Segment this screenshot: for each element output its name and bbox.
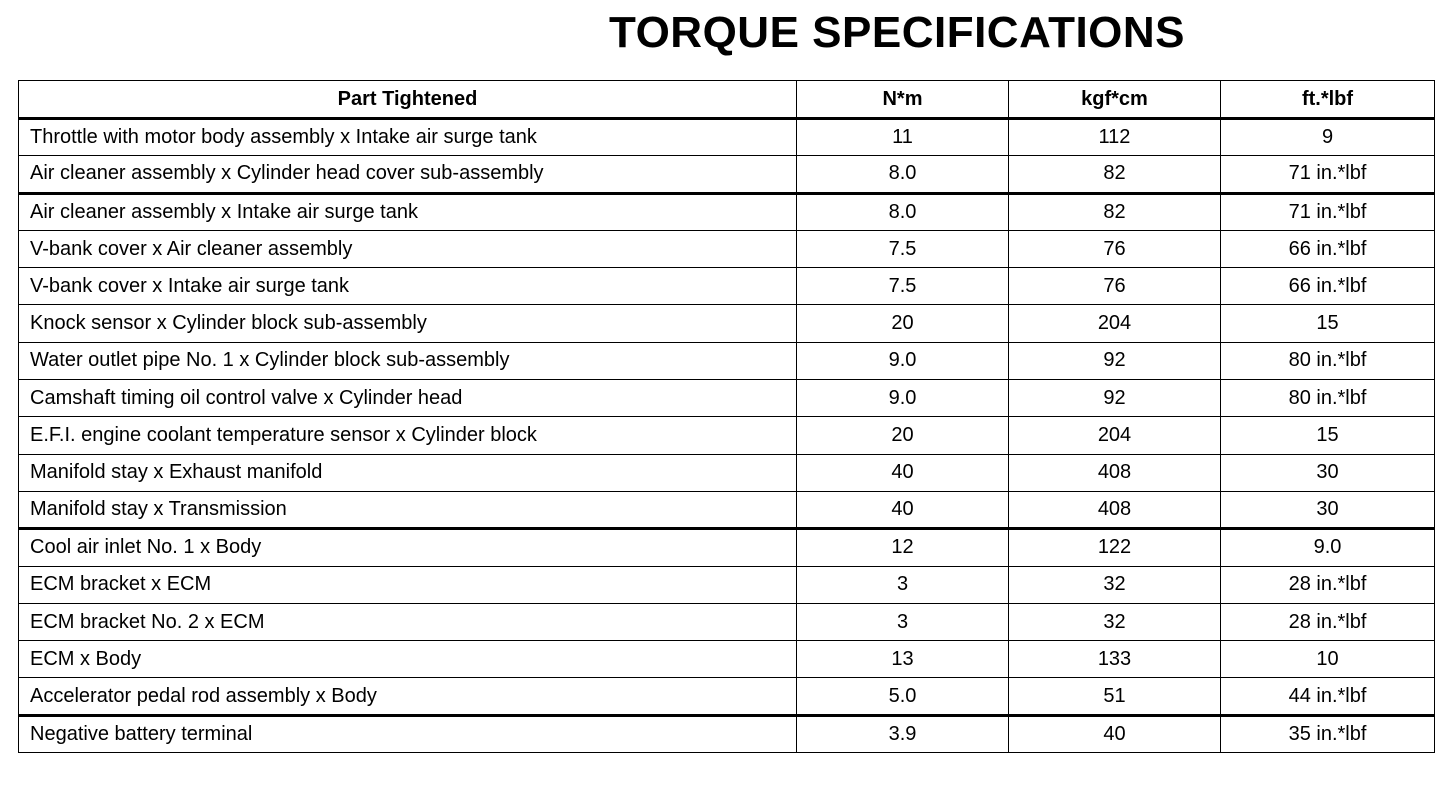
cell-kgf: 408 <box>1009 491 1221 528</box>
table-row <box>19 715 1435 752</box>
cell-kgf: 92 <box>1009 342 1221 379</box>
cell-part: Throttle with motor body assembly x Intake air surge tank <box>19 119 797 156</box>
table-row <box>19 305 1435 342</box>
cell-kgf: 32 <box>1009 603 1221 640</box>
page-title-text: TORQUE SPECIFICATIONS <box>609 8 1186 57</box>
cell-part: ECM bracket x ECM <box>19 566 797 603</box>
cell-nm: 9.0 <box>797 342 1009 379</box>
cell-ft: 9.0 <box>1221 529 1435 566</box>
header-ft-lbf: ft.*lbf <box>1221 81 1435 119</box>
cell-ft: 15 <box>1221 417 1435 454</box>
table-row <box>19 454 1435 491</box>
cell-part: Knock sensor x Cylinder block sub-assembly <box>19 305 797 342</box>
table-row <box>19 230 1435 267</box>
cell-kgf: 40 <box>1009 715 1221 752</box>
table-row <box>19 156 1435 193</box>
cell-nm: 8.0 <box>797 193 1009 230</box>
cell-ft: 15 <box>1221 305 1435 342</box>
cell-nm: 9.0 <box>797 380 1009 417</box>
table-row <box>19 119 1435 156</box>
cell-part: Camshaft timing oil control valve x Cylinder head <box>19 380 797 417</box>
cell-nm: 3 <box>797 603 1009 640</box>
cell-ft: 71 in.*lbf <box>1221 193 1435 230</box>
cell-kgf: 92 <box>1009 380 1221 417</box>
table-row <box>19 491 1435 528</box>
cell-ft: 28 in.*lbf <box>1221 603 1435 640</box>
cell-kgf: 204 <box>1009 417 1221 454</box>
table-row <box>19 678 1435 715</box>
cell-nm: 3 <box>797 566 1009 603</box>
cell-part: ECM x Body <box>19 641 797 678</box>
cell-kgf: 76 <box>1009 268 1221 305</box>
cell-ft: 35 in.*lbf <box>1221 715 1435 752</box>
torque-specifications-table <box>18 80 1435 753</box>
cell-ft: 66 in.*lbf <box>1221 230 1435 267</box>
cell-part: Cool air inlet No. 1 x Body <box>19 529 797 566</box>
cell-ft: 66 in.*lbf <box>1221 268 1435 305</box>
cell-kgf: 76 <box>1009 230 1221 267</box>
cell-part: Air cleaner assembly x Cylinder head cover sub-assembly <box>19 156 797 193</box>
cell-part: Manifold stay x Transmission <box>19 491 797 528</box>
header-kgf-cm: kgf*cm <box>1009 81 1221 119</box>
table-row <box>19 566 1435 603</box>
cell-nm: 3.9 <box>797 715 1009 752</box>
table-row <box>19 603 1435 640</box>
cell-part: E.F.I. engine coolant temperature sensor x Cylinder block <box>19 417 797 454</box>
table-row <box>19 193 1435 230</box>
cell-kgf: 122 <box>1009 529 1221 566</box>
cell-part: Manifold stay x Exhaust manifold <box>19 454 797 491</box>
header-nm: N*m <box>797 81 1009 119</box>
cell-kgf: 408 <box>1009 454 1221 491</box>
cell-kgf: 204 <box>1009 305 1221 342</box>
cell-ft: 30 <box>1221 454 1435 491</box>
cell-ft: 80 in.*lbf <box>1221 380 1435 417</box>
cell-ft: 9 <box>1221 119 1435 156</box>
cell-part: V-bank cover x Air cleaner assembly <box>19 230 797 267</box>
cell-part: Air cleaner assembly x Intake air surge tank <box>19 193 797 230</box>
cell-nm: 40 <box>797 491 1009 528</box>
cell-ft: 71 in.*lbf <box>1221 156 1435 193</box>
cell-kgf: 133 <box>1009 641 1221 678</box>
cell-ft: 30 <box>1221 491 1435 528</box>
cell-kgf: 32 <box>1009 566 1221 603</box>
cell-kgf: 82 <box>1009 156 1221 193</box>
cell-part: ECM bracket No. 2 x ECM <box>19 603 797 640</box>
cell-part: Negative battery terminal <box>19 715 797 752</box>
table-row <box>19 529 1435 566</box>
cell-part: Water outlet pipe No. 1 x Cylinder block sub-assembly <box>19 342 797 379</box>
cell-nm: 5.0 <box>797 678 1009 715</box>
cell-kgf: 82 <box>1009 193 1221 230</box>
cell-ft: 28 in.*lbf <box>1221 566 1435 603</box>
table-row <box>19 268 1435 305</box>
cell-nm: 11 <box>797 119 1009 156</box>
cell-ft: 44 in.*lbf <box>1221 678 1435 715</box>
table-row <box>19 417 1435 454</box>
table-body <box>19 119 1435 753</box>
table-row <box>19 342 1435 379</box>
table-row <box>19 641 1435 678</box>
header-part-tightened: Part Tightened <box>19 81 797 119</box>
cell-part: V-bank cover x Intake air surge tank <box>19 268 797 305</box>
table-row <box>19 380 1435 417</box>
cell-nm: 13 <box>797 641 1009 678</box>
cell-nm: 20 <box>797 417 1009 454</box>
cell-nm: 12 <box>797 529 1009 566</box>
cell-nm: 40 <box>797 454 1009 491</box>
cell-nm: 7.5 <box>797 230 1009 267</box>
cell-kgf: 51 <box>1009 678 1221 715</box>
table-header-row <box>19 81 1435 119</box>
cell-part: Accelerator pedal rod assembly x Body <box>19 678 797 715</box>
cell-nm: 7.5 <box>797 268 1009 305</box>
cell-ft: 80 in.*lbf <box>1221 342 1435 379</box>
cell-nm: 8.0 <box>797 156 1009 193</box>
cell-ft: 10 <box>1221 641 1435 678</box>
cell-kgf: 112 <box>1009 119 1221 156</box>
cell-nm: 20 <box>797 305 1009 342</box>
